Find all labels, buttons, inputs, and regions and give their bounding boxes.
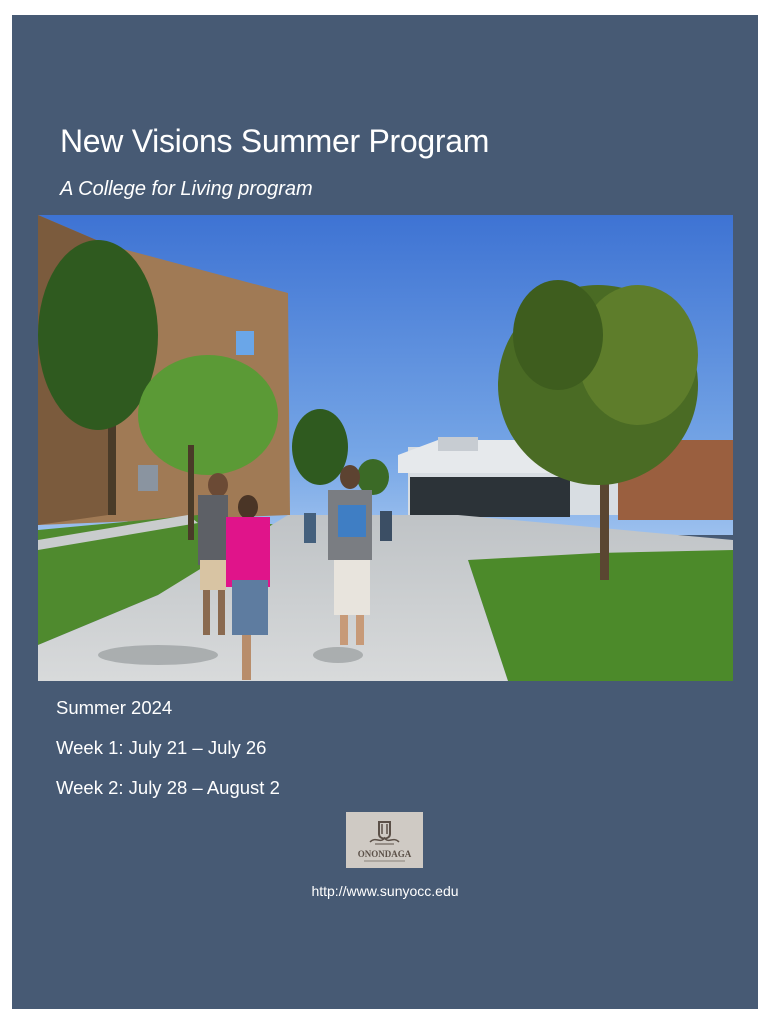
- onondaga-logo-icon: [346, 812, 423, 868]
- website-url: http://www.sunyocc.edu: [311, 883, 459, 899]
- campus-photo: [38, 215, 733, 681]
- logo-text: ONONDAGA: [357, 849, 412, 859]
- week-2-dates: Week 2: July 28 – August 2: [56, 777, 280, 798]
- week-1-dates: Week 1: July 21 – July 26: [56, 737, 267, 758]
- page-subtitle: A College for Living program: [60, 178, 313, 200]
- page-title: New Visions Summer Program: [60, 123, 490, 159]
- program-season: Summer 2024: [56, 697, 173, 718]
